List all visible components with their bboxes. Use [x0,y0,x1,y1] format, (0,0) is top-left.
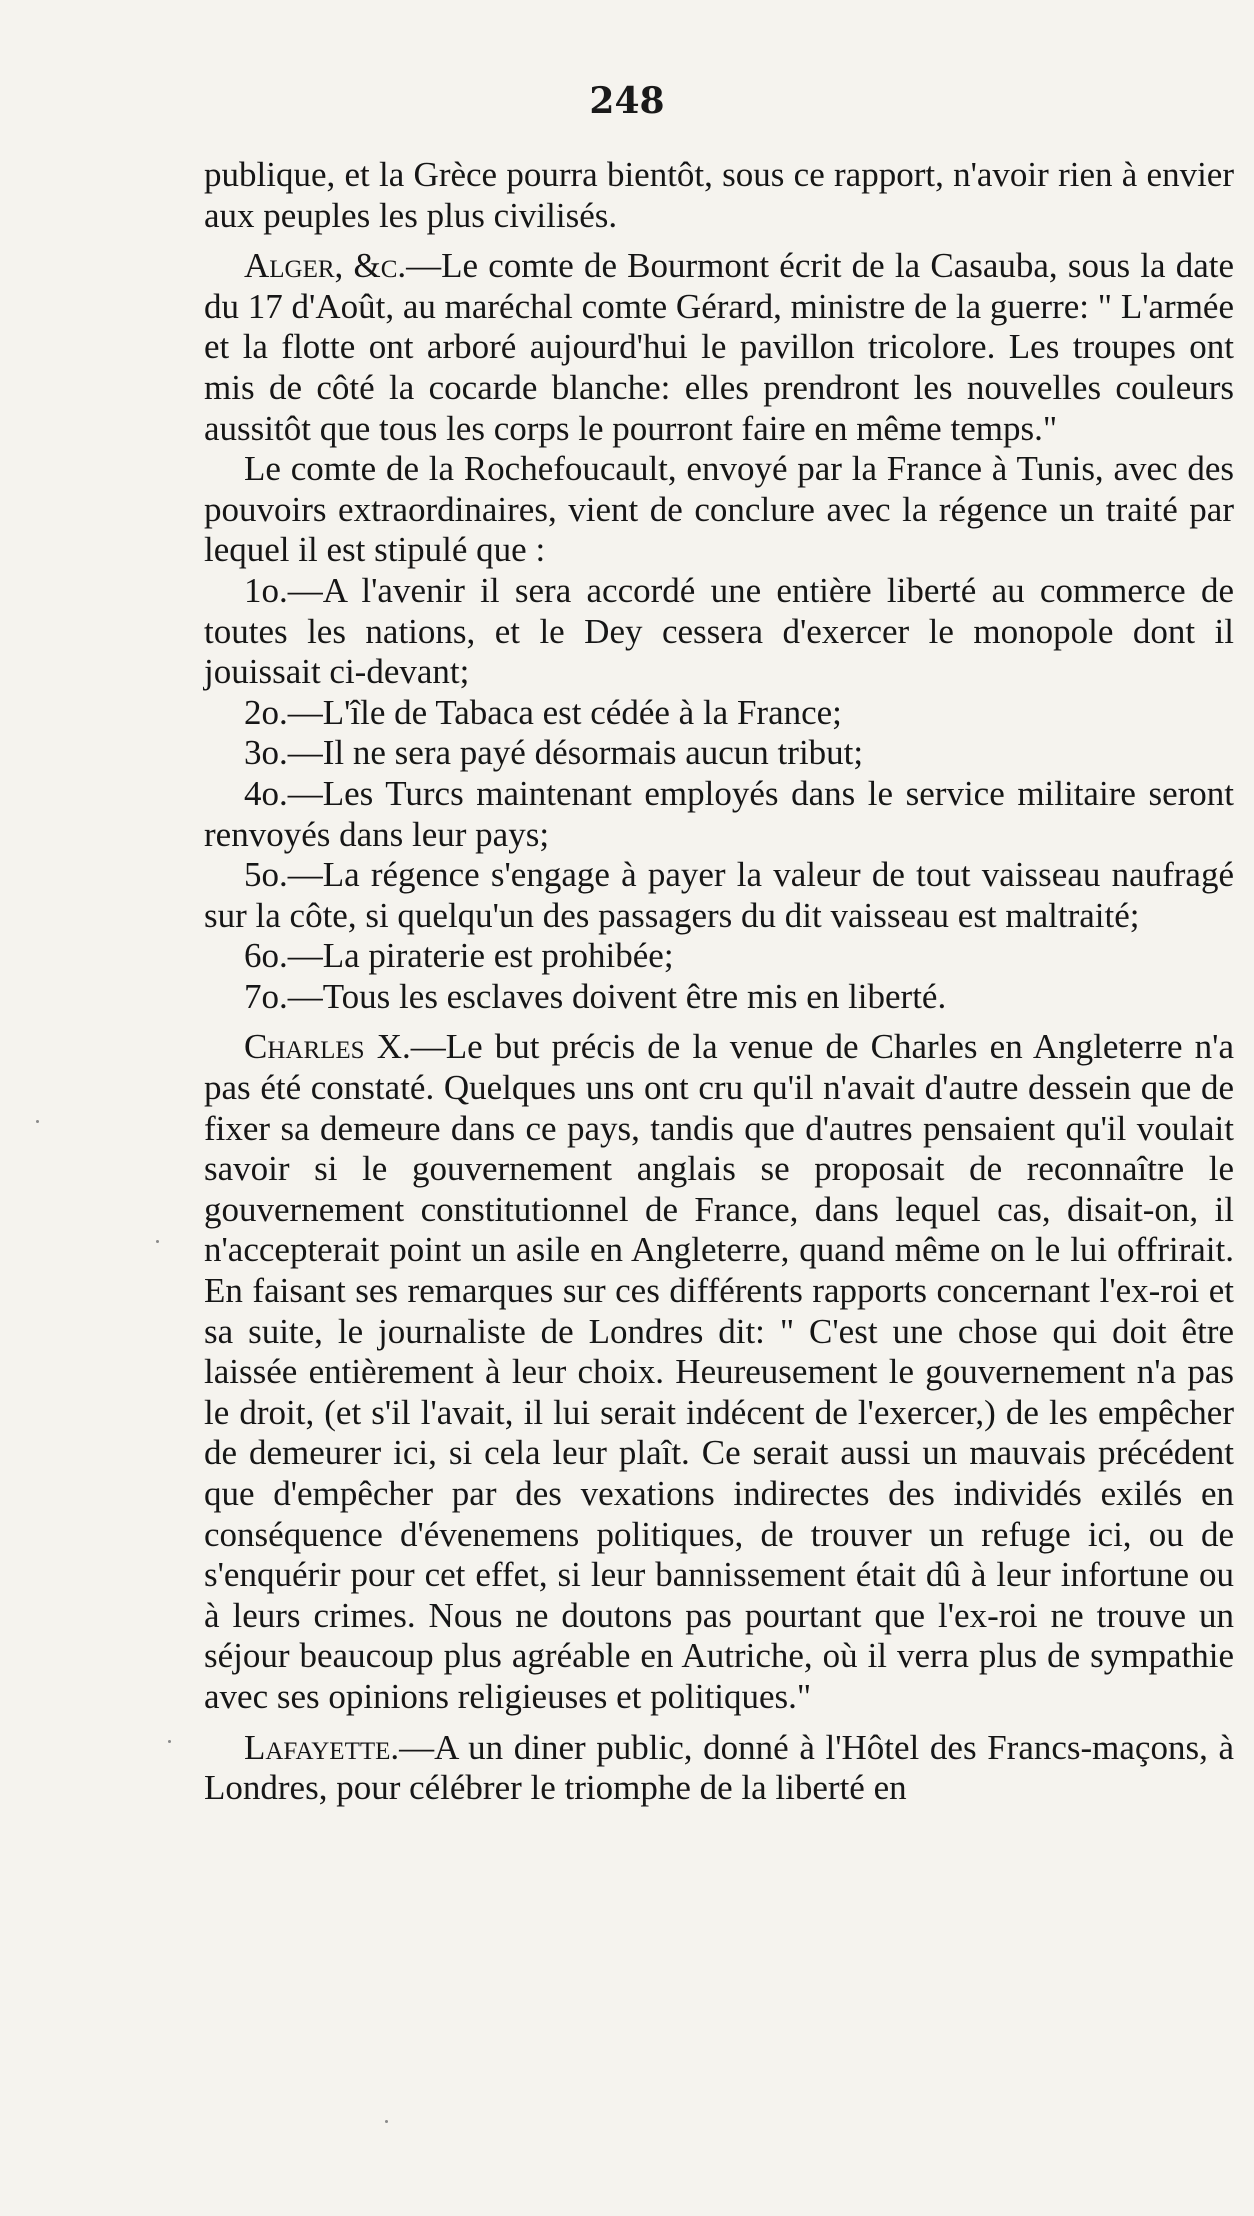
paragraph-charles-x [204,1027,1234,1717]
treaty-article-6 [204,936,1234,977]
paragraph-alger [204,246,1234,449]
treaty-article-2 [204,693,1234,734]
paragraph-text: —Le but précis de la venue de Charles en Angleterre n'a pas été constaté. Quelques uns ont cru qu'il n'avait d'autre dessein que de fixer sa demeure dans ce pays, tandis que d'autres pensaient qu'il voulait savoir si le gouvernement anglais se proposait de reconnaître le gouvernement constitutionnel de France, dans lequel cas, disait-on, il n'accepterait point un asile en Angleterre, quand même on le lui offrirait. En faisant ses remarques sur ces différents rapports concernant l'ex-roi et sa suite, le journaliste de Londres dit: " C'est une chose qui doit être laissée entièrement à leur choix. Heureusement le gouvernement n'a pas le droit, (et s'il l'avait, il lui serait indécent de l'exercer,) de les empêcher de demeurer ici, si cela leur plaît. Ce serait aussi un mauvais précédent que d'empêcher par des vexations indirectes des individés exilés en conséquence d'évenemens politiques, de trouver un refuge ici, ou de s'enquérir pour cet effet, si leur bannissement était dû à leur infortune ou à leurs crimes. Nous ne doutons pas pourtant que l'ex-roi ne trouve un séjour beaucoup plus agréable en Autriche, où il verra plus de sympathie avec ses opinions religieuses et politiques." [204,1027,1234,1716]
page-number: 248 [589,80,665,122]
paragraph-text: 4o.—Les Turcs maintenant employés dans le service militaire seront renvoyés dans leur pays; [204,773,1234,854]
body-text [204,155,1234,1809]
print-speck [385,2120,388,2123]
paragraph-lafayette [204,1728,1234,1809]
paragraph-lead: Alger, &c. [244,246,407,286]
paragraph-text: 1o.—A l'avenir il sera accordé une entière liberté au commerce de toutes les nations, et le Dey cessera d'exercer le monopole dont il jouissait ci-devant; [204,570,1234,692]
treaty-article-4 [204,774,1234,855]
treaty-article-7 [204,977,1234,1018]
paragraph-text: 3o.—Il ne sera payé désormais aucun tribut; [244,733,864,773]
paragraph-text: —Le comte de Bourmont écrit de la Casauba, sous la date du 17 d'Août, au maréchal comte Gérard, ministre de la guerre: " L'armée et la flotte ont arboré aujourd'hui le pavillon tricolore. Les troupes ont mis de côté la cocarde blanche: elles prendront les nouvelles couleurs aussitôt que tous les corps le pourront faire en même temps." [204,246,1234,448]
paragraph-text: 5o.—La régence s'engage à payer la valeur de tout vaisseau naufragé sur la côte, si quelqu'un des passagers du dit vaisseau est maltraité; [204,855,1234,935]
treaty-article-5 [204,855,1234,936]
paragraph-greece-ending [204,155,1234,236]
print-speck [36,1120,39,1123]
paragraph-text: —A un diner public, donné à l'Hôtel des Francs-maçons, à Londres, pour célébrer le triomphe de la liberté en [204,1727,1234,1808]
paragraph-lead: Lafayette. [244,1727,400,1767]
paragraph-text: 6o.—La piraterie est prohibée; [244,936,674,976]
paragraph-rochefoucault [204,449,1234,571]
paragraph-text: Le comte de la Rochefoucault, envoyé par la France à Tunis, avec des pouvoirs extraordinaires, vient de conclure avec la régence un traité par lequel il est stipulé que : [204,449,1234,570]
paragraph-text: 7o.—Tous les esclaves doivent être mis en liberté. [244,976,947,1016]
print-speck [156,1240,159,1243]
treaty-article-3 [204,733,1234,774]
print-speck [168,1740,171,1743]
paragraph-text: publique, et la Grèce pourra bientôt, sous ce rapport, n'avoir rien à envier aux peuples les plus civilisés. [204,155,1234,235]
paragraph-lead: Charles X. [244,1027,411,1067]
paragraph-text: 2o.—L'île de Tabaca est cédée à la France; [244,692,842,732]
treaty-article-1 [204,571,1234,693]
